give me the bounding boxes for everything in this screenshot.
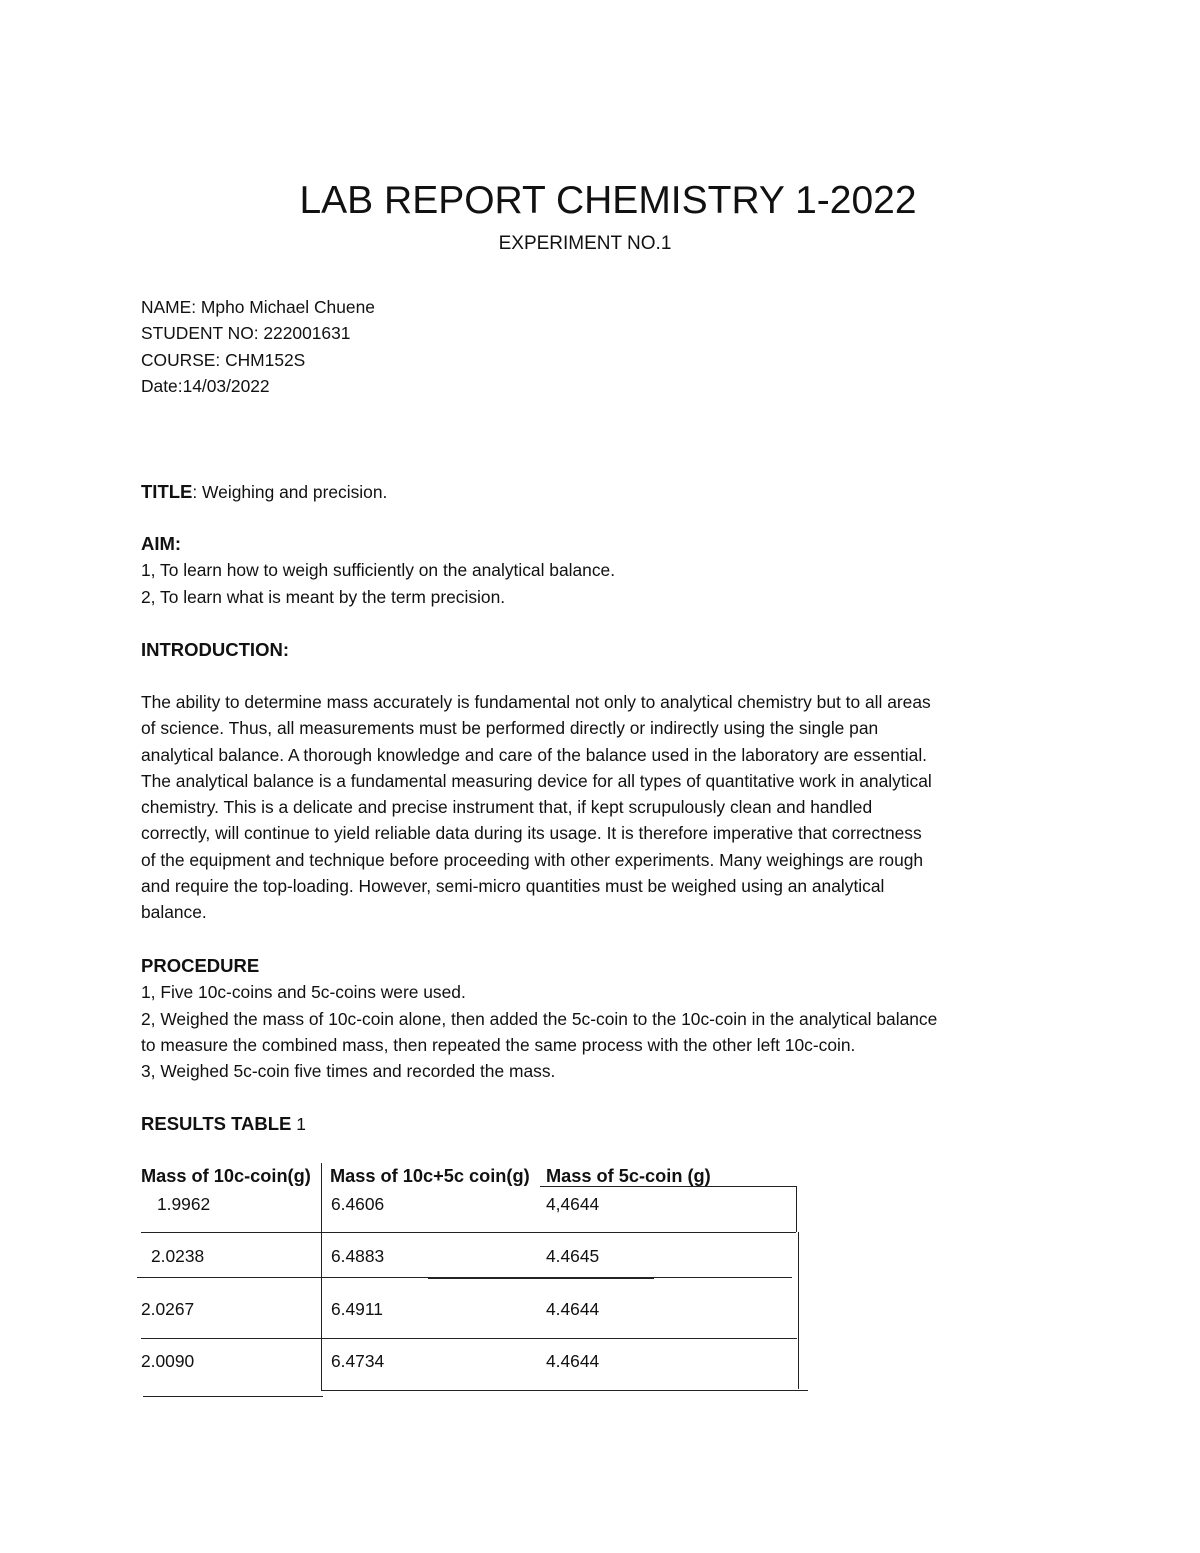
procedure-step: 2, Weighed the mass of 10c-coin alone, then added the 5c-coin to the 10c-coin in the analytical balance [141, 1008, 938, 1029]
introduction-paragraph: The ability to determine mass accurately is fundamental not only to analytical chemistry but to all areas of science. Thus, all measurements must be performed directly or indirectly using the single pan analytical balance. A thorough knowledge and care of the balance used in the laboratory are essential. The analytical balance is a fundamental measuring device for all types of quantitative work in analytical chemistry. This is a delicate and precise instrument that, if kept scrupulously clean and handled correctly, will continue to yield reliable data during its usage. It is therefore imperative that correctness of the equipment and technique before proceeding with other experiments. Many weighings are rough and require the top-loading. However, semi-micro quantities must be weighed using an analytical balance. [141, 692, 932, 923]
table-cell: 4,4644 [546, 1194, 600, 1214]
table-cell: 4.4645 [546, 1246, 600, 1266]
column-header: Mass of 10c-coin(g) [141, 1166, 311, 1186]
aim-item: 1, To learn how to weigh sufficiently on the analytical balance. [141, 560, 616, 581]
title-section [141, 479, 1061, 505]
results-heading: RESULTS TABLE [141, 1113, 292, 1134]
table-cell: 4.4644 [546, 1351, 600, 1371]
table-cell: 2.0238 [151, 1246, 205, 1266]
results-heading-block [141, 1111, 1061, 1137]
introduction-heading-block [141, 637, 1061, 663]
procedure-step: 1, Five 10c-coins and 5c-coins were used. [141, 982, 466, 1003]
table-rule [322, 1390, 808, 1391]
table-cell: 6.4606 [331, 1194, 385, 1214]
table-cell: 6.4911 [331, 1299, 383, 1319]
document-subtitle: EXPERIMENT NO.1 [498, 233, 672, 254]
report-date: Date:14/03/2022 [141, 375, 270, 396]
column-header: Mass of 5c-coin (g) [546, 1166, 711, 1186]
table-rule [143, 1396, 323, 1397]
title-label: TITLE [141, 481, 193, 502]
table-right-border [796, 1186, 797, 1232]
table-rule [141, 1232, 796, 1233]
student-name: NAME: Mpho Michael Chuene [141, 297, 375, 317]
title-text: : Weighing and precision. [192, 482, 388, 502]
document-title: LAB REPORT CHEMISTRY 1-2022 [299, 179, 917, 222]
table-right-border [798, 1232, 799, 1389]
procedure-step: 3, Weighed 5c-coin five times and recorded the mass. [141, 1061, 556, 1082]
student-course: COURSE: CHM152S [141, 349, 306, 370]
table-cell: 4.4644 [546, 1299, 600, 1319]
column-header: Mass of 10c+5c coin(g) [330, 1166, 530, 1186]
student-number: STUDENT NO: 222001631 [141, 323, 351, 344]
table-cell: 6.4883 [331, 1246, 385, 1266]
aim-item: 2, To learn what is meant by the term precision. [141, 586, 506, 607]
table-cell: 2.0090 [141, 1351, 195, 1371]
procedure-section [141, 953, 1061, 1084]
table-cell: 2.0267 [141, 1299, 195, 1319]
table-rule [540, 1186, 796, 1187]
table-cell: 1.9962 [157, 1194, 211, 1214]
procedure-step: to measure the combined mass, then repeated the same process with the other left 10c-coin. [141, 1034, 856, 1055]
aim-section [141, 531, 1061, 610]
table-rule [137, 1277, 792, 1278]
results-heading-number: 1 [291, 1114, 306, 1134]
introduction-heading: INTRODUCTION: [141, 639, 289, 660]
student-details [141, 294, 1061, 399]
table-rule [141, 1338, 797, 1339]
aim-heading: AIM: [141, 533, 182, 554]
table-cell: 6.4734 [331, 1351, 385, 1371]
procedure-heading: PROCEDURE [141, 955, 260, 976]
